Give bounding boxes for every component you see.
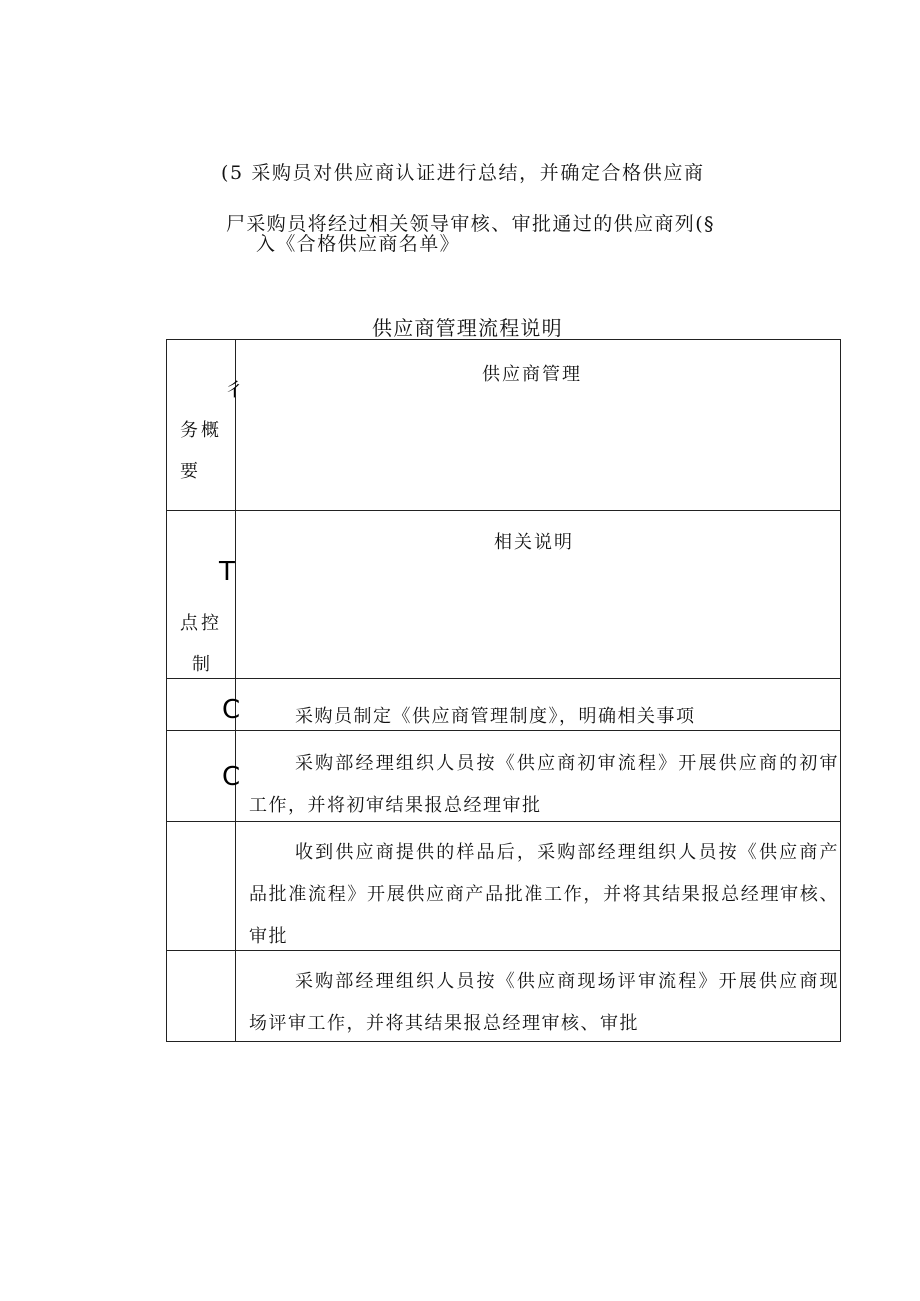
row2-left-label-2: 制 <box>192 654 213 675</box>
row3-left-fragment: C <box>222 695 241 725</box>
row-divider <box>167 678 840 679</box>
process-table <box>166 339 841 1042</box>
column-divider <box>235 340 236 1041</box>
intro-line-2: 尸采购员将经过相关领导审核、审批通过的供应商列(§ <box>226 213 715 235</box>
row6-content: 采购部经理组织人员按《供应商现场评审流程》开展供应商现场评审工作，并将其结果报总经理审核、审批 <box>249 971 839 1034</box>
row3-content: 采购员制定《供应商管理制度》，明确相关事项 <box>295 706 696 727</box>
row4-left-fragment: C <box>222 762 241 792</box>
intro-line-3: 入《合格供应商名单》 <box>256 233 461 255</box>
row2-content: 相关说明 <box>494 532 574 553</box>
row4-content: 采购部经理组织人员按《供应商初审流程》开展供应商的初审工作，并将初审结果报总经理审批 <box>249 753 839 816</box>
row5-content: 收到供应商提供的样品后，采购部经理组织人员按《供应商产品批准流程》开展供应商产品批准工作，并将其结果报总经理审核、审批 <box>249 842 839 947</box>
row2-left-label-1: 点控 <box>180 613 222 634</box>
row-divider <box>167 510 840 511</box>
row1-left-fragment: 彳 <box>225 380 243 401</box>
row1-content: 供应商管理 <box>482 364 582 385</box>
row1-left-label-2: 要 <box>180 461 201 482</box>
row2-left-fragment: T <box>219 557 235 587</box>
table-caption: 供应商管理流程说明 <box>372 316 563 340</box>
row1-left-label-1: 务概 <box>180 420 222 441</box>
intro-line-1: (5 采购员对供应商认证进行总结，并确定合格供应商 <box>221 162 705 184</box>
